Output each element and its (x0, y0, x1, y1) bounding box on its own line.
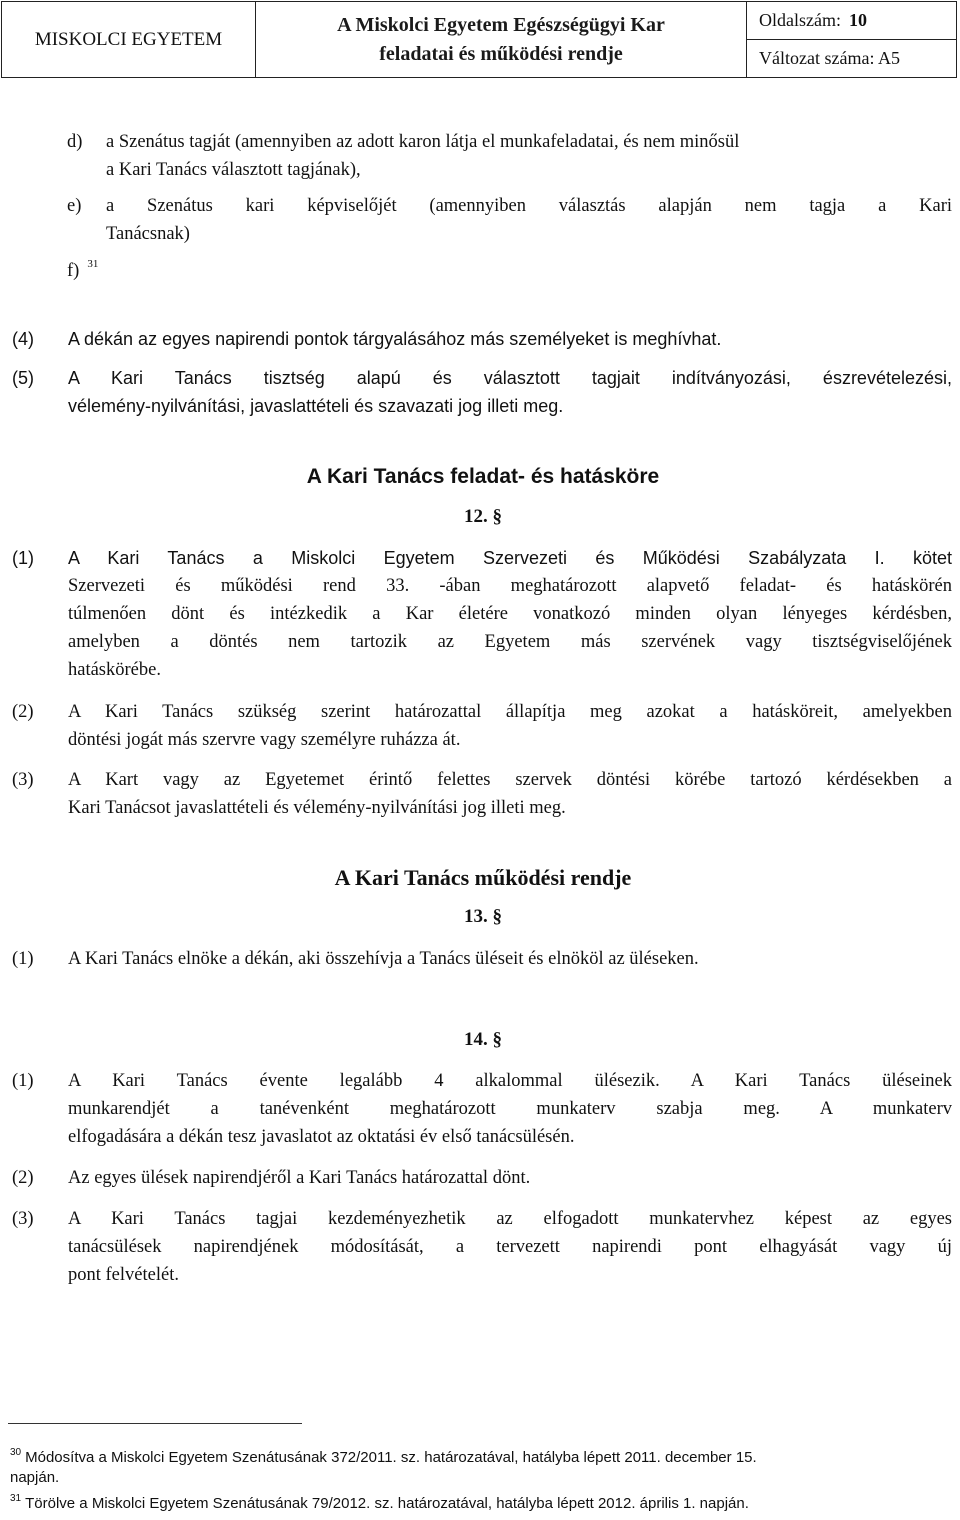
s12-p1-line2: Szervezeti és működési rend 33. -ában meghatározott alapvető feladat- és hatáskörén (68, 576, 952, 596)
item-e-line2: Tanácsnak) (106, 224, 190, 244)
s14-p1-line1: A Kari Tanács évente legalább 4 alkalommal ülésezik. A Kari Tanács üléseinek (68, 1071, 952, 1091)
footnote-separator (8, 1423, 302, 1424)
header-meta (747, 2, 956, 77)
item-f-label: f) (67, 261, 80, 281)
s12-p1-label: (1) (12, 548, 34, 568)
para4-text: A dékán az egyes napirendi pontok tárgyalásához más személyeket is meghívhat. (68, 329, 722, 349)
s14-p2-text: Az egyes ülések napirendjéről a Kari Tanács határozattal dönt. (68, 1168, 531, 1188)
header-title (256, 2, 747, 77)
page-header (1, 1, 957, 78)
s12-p2-label: (2) (12, 702, 34, 722)
footnote-30 (10, 1448, 955, 1470)
page-number-cell (747, 2, 956, 40)
s14-p1-line3: elfogadására a dékán tesz javaslatot az oktatási év első tanácsülésén. (68, 1127, 575, 1147)
s12-p1-line1: A Kari Tanács a Miskolci Egyetem Szervezeti és Működési Szabályzata I. kötet (68, 548, 952, 568)
s12-p3-line2: Kari Tanácsot javaslattételi és vélemény-nyilvánítási jog illeti meg. (68, 798, 566, 818)
section-12-number (0, 503, 960, 531)
paragraph-sign: § (487, 906, 502, 927)
footnote-30-line1: Módosítva a Miskolci Egyetem Szenátusának 372/2011. sz. határozatával, hatályba lépett 2011. december 15. (25, 1449, 757, 1466)
page-number: 10 (848, 10, 867, 30)
s14-p3-line2: tanácsülések napirendjének módosítását, a tervezett napirendi pont elhagyását vagy új (68, 1237, 952, 1257)
s12-p3-line1: A Kart vagy az Egyetemet érintő felettes szervek döntési körébe tartozó kérdésekben a (68, 770, 952, 790)
s14-p1-label: (1) (12, 1071, 34, 1091)
paragraph-sign: § (487, 506, 502, 527)
section-13-label: 13. (464, 906, 488, 927)
section-12-label: 12. (464, 506, 488, 527)
item-f (67, 257, 98, 287)
footnote-31-text: Törölve a Miskolci Egyetem Szenátusának 79/2012. sz. határozatával, hatályba lépett 2012. április 1. napján. (25, 1495, 749, 1512)
footnote-31 (10, 1494, 955, 1516)
s14-p3-line3: pont felvételét. (68, 1265, 179, 1285)
item-e-line1: a Szenátus kari képviselőjét (amennyiben választás alapján nem tagja a Kari (106, 196, 952, 216)
header-title-line2: feladatai és működési rendje (379, 42, 623, 65)
s12-p1-line4: amelyben a döntés nem tartozik az Egyetem más szervének vagy tisztségviselőjének (68, 632, 952, 652)
page-number-label: Oldalszám: (759, 10, 841, 30)
footnote-ref-31[interactable]: 31 (87, 258, 99, 270)
footnote-30-line2: napján. (10, 1469, 60, 1486)
para4-label: (4) (12, 329, 34, 349)
s12-p1-line3: túlmenően dönt és intézkedik a Kar életére vonatkozó minden olyan lényeges kérdésben, (68, 604, 952, 624)
s13-p1-text: A Kari Tanács elnöke a dékán, aki összehívja a Tanács üléseit és elnököl az üléseken. (68, 949, 699, 969)
header-title-line1: A Miskolci Egyetem Egészségügyi Kar (337, 13, 665, 36)
section-mukodes-title: A Kari Tanács működési rendje (334, 865, 632, 890)
s14-p2-label: (2) (12, 1168, 34, 1188)
section-14-number (0, 1026, 960, 1054)
section-13-number (0, 903, 960, 931)
section-hataskor-title: A Kari Tanács feladat- és hatásköre (306, 465, 660, 488)
s14-p1-line2: munkarendjét a tanévenként meghatározott munkaterv szabja meg. A munkaterv (68, 1099, 952, 1119)
item-e-label: e) (67, 196, 82, 216)
s12-p2-line1: A Kari Tanács szükség szerint határozattal állapítja meg azokat a hatásköreit, amelyekben (68, 702, 952, 722)
s12-p3-label: (3) (12, 770, 34, 790)
item-d-line1: a Szenátus tagját (amennyiben az adott karon látja el munkafeladatai, és nem minősül (106, 132, 740, 152)
footnote-31-number: 31 (10, 1493, 22, 1504)
paragraph-sign: § (487, 1029, 502, 1050)
s14-p3-label: (3) (12, 1209, 34, 1229)
s13-p1-label: (1) (12, 949, 34, 969)
s12-p2-line2: döntési jogát más szervre vagy személyre ruházza át. (68, 730, 461, 750)
para5-label: (5) (12, 368, 34, 388)
item-d-label: d) (67, 132, 83, 152)
header-university (2, 2, 256, 77)
version-cell (747, 40, 956, 77)
section-14-label: 14. (464, 1029, 488, 1050)
footnote-30-number: 30 (10, 1447, 22, 1458)
para5-line2: vélemény-nyilvánítási, javaslattételi és szavazati jog illeti meg. (68, 396, 564, 416)
item-d-line2: a Kari Tanács választott tagjának), (106, 160, 361, 180)
para5-line1: A Kari Tanács tisztség alapú és választott tagjait indítványozási, észrevételezési, (68, 368, 952, 388)
s12-p1-line5: hatáskörébe. (68, 660, 161, 680)
s14-p3-line1: A Kari Tanács tagjai kezdeményezhetik az elfogadott munkatervhez képest az egyes (68, 1209, 952, 1229)
version-label: Változat száma: A5 (759, 48, 900, 68)
university-name: MISKOLCI EGYETEM (34, 28, 223, 50)
